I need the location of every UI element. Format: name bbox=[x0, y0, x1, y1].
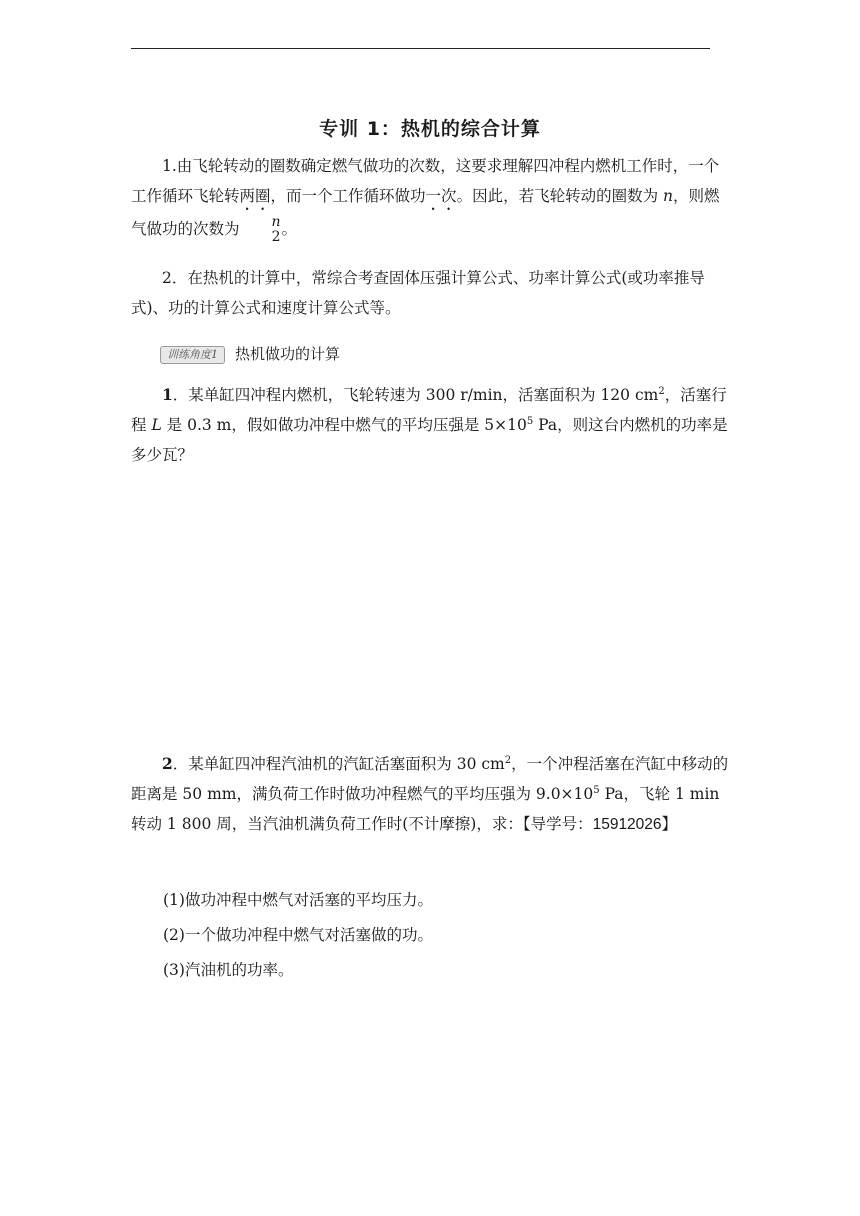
intro-text: 1.由飞轮转动的圈数确定燃气做功的次数，这要求理解四冲程内燃机工作时，一个工作循环飞轮转 bbox=[131, 157, 720, 205]
superscript: 2 bbox=[658, 385, 665, 397]
superscript: 5 bbox=[526, 415, 534, 427]
question-text: 】 bbox=[661, 815, 678, 833]
variable-n: n bbox=[663, 187, 673, 205]
question-text: ，一个冲程活塞在汽缸中移动的距离是 50 mm，满负荷工作时做功冲程燃气的平均压强为 9.0×10 bbox=[131, 755, 729, 803]
fraction-n-over-2 bbox=[241, 215, 281, 245]
question-text: Pa，则这台内燃机的功率是多少瓦？ bbox=[131, 416, 728, 464]
page-title: 专训 1：热机的综合计算 bbox=[319, 118, 541, 140]
intro-paragraph-1 bbox=[131, 151, 731, 245]
intro-text: ，则燃气做功的次数为 bbox=[131, 187, 720, 238]
guide-number: 15912026 bbox=[592, 816, 662, 833]
question-text: Pa，飞轮 1 min 转动 1 800 周，当汽油机满负荷工作时(不计摩擦)，求：【导学号： bbox=[131, 785, 720, 833]
question-1 bbox=[131, 380, 731, 470]
emphasis-two-turns: 两圈 bbox=[239, 187, 271, 205]
intro-paragraph-2: 2．在热机的计算中，常综合考查固体压强计算公式、功率计算公式(或功率推导式)、功的计算公式和速度计算公式等。 bbox=[131, 269, 705, 317]
sub-question-2: (2)一个做功冲程中燃气对活塞做的功。 bbox=[163, 926, 433, 944]
question-number: 2 bbox=[162, 754, 173, 773]
sub-question-1: (1)做功冲程中燃气对活塞的平均压力。 bbox=[163, 891, 433, 909]
header-rule bbox=[131, 48, 710, 49]
intro-text: 。 bbox=[281, 220, 298, 238]
question-2 bbox=[131, 749, 731, 840]
intro-text: ，而一个工作循环做功 bbox=[270, 187, 426, 205]
variable-L: L bbox=[151, 416, 162, 434]
question-text: 是 0.3 m，假如做功冲程中燃气的平均压强是 5×10 bbox=[161, 416, 527, 434]
superscript: 2 bbox=[504, 754, 512, 766]
fraction-numerator: n bbox=[271, 214, 281, 230]
fraction-denominator: 2 bbox=[271, 229, 281, 245]
question-text: ．某单缸四冲程内燃机，飞轮转速为 300 r/min，活塞面积为 120 cm bbox=[172, 386, 659, 404]
intro-text: 。因此，若飞轮转动的圈数为 bbox=[456, 187, 663, 205]
training-angle-badge: 训练角度1 bbox=[160, 346, 225, 364]
sub-question-3: (3)汽油机的功率。 bbox=[163, 961, 294, 979]
emphasis-once: 一次 bbox=[425, 187, 457, 205]
superscript: 5 bbox=[593, 784, 600, 796]
question-text: ．某单缸四冲程汽油机的汽缸活塞面积为 30 cm bbox=[172, 755, 505, 773]
question-text: ，活塞行程 bbox=[131, 386, 727, 434]
section-label: 热机做功的计算 bbox=[235, 345, 341, 363]
question-number: 1 bbox=[162, 385, 173, 404]
section-heading bbox=[160, 339, 760, 369]
